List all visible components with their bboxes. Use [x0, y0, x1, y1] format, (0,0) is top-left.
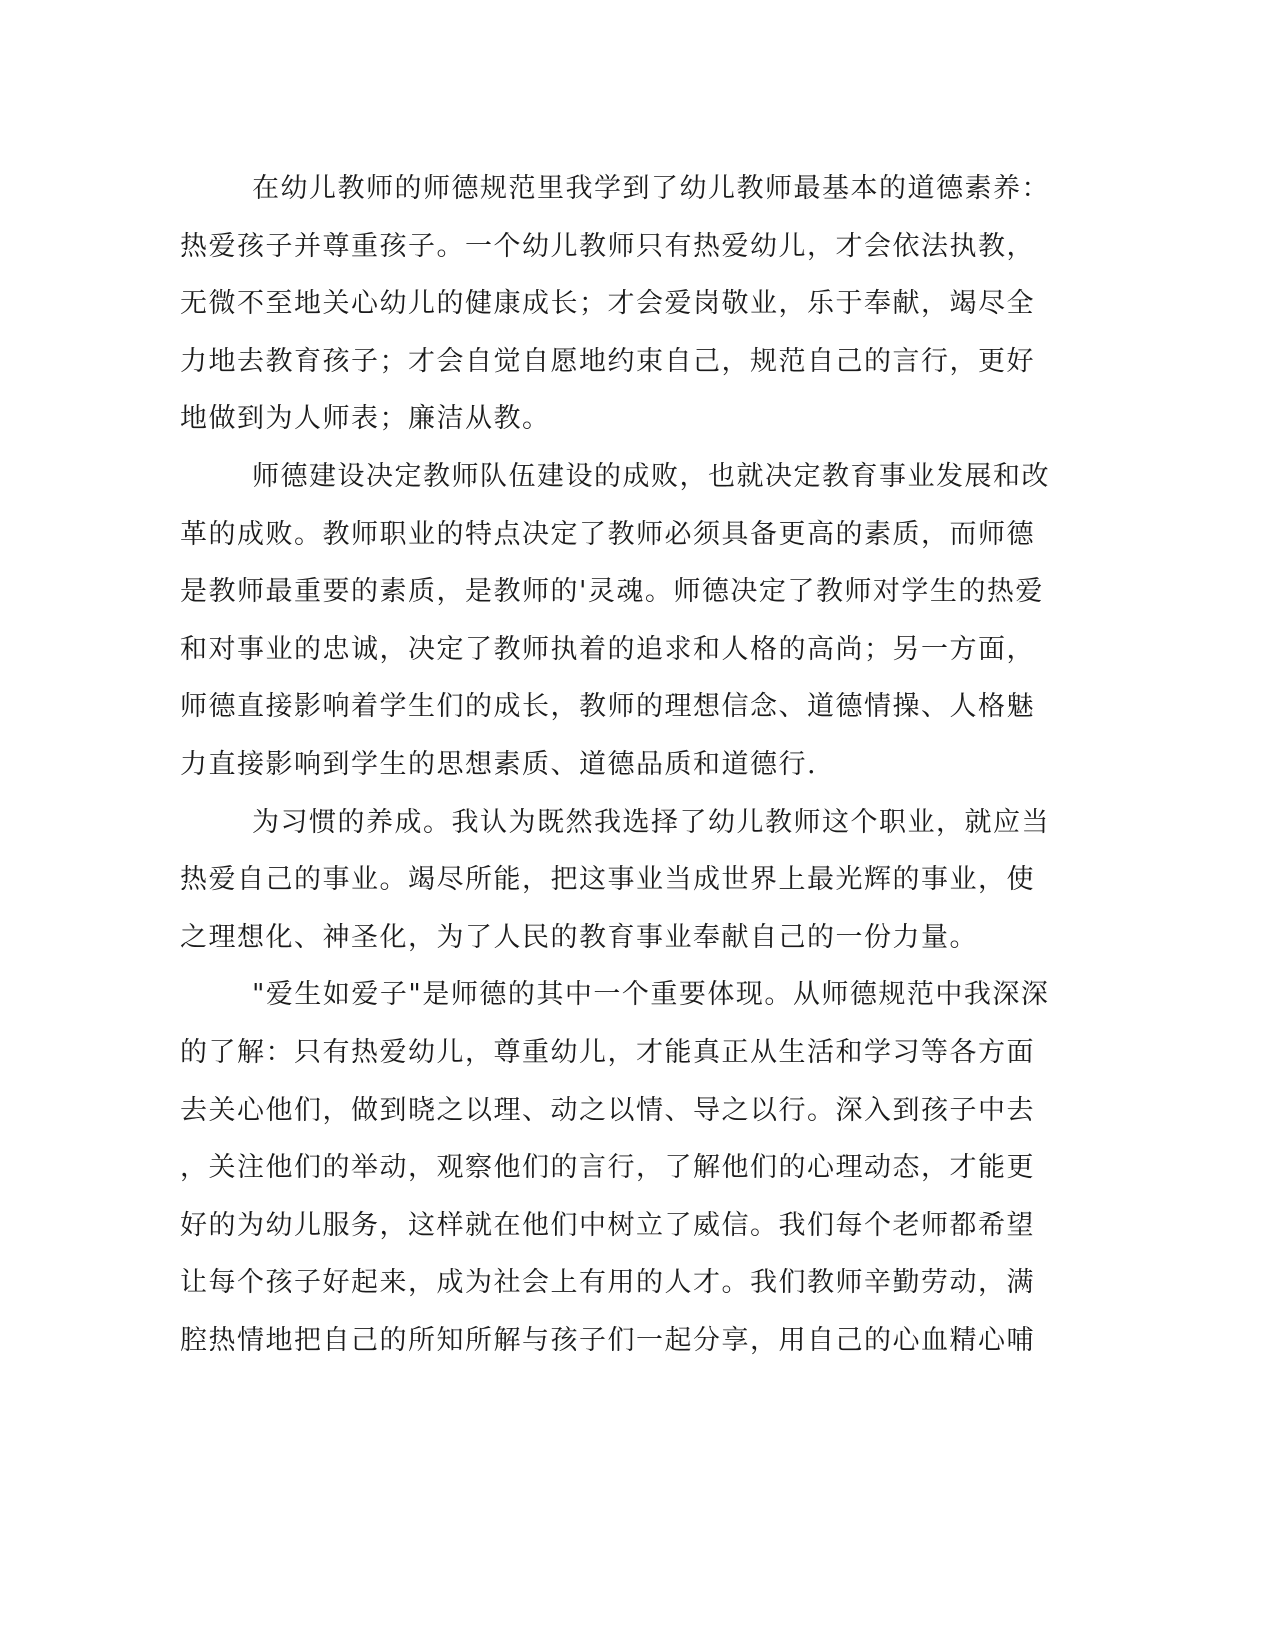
paragraph-1-line-5: 地做到为人师表；廉洁从教。 — [180, 403, 551, 435]
paragraph-2-line-5: 师德直接影响着学生们的成长，教师的理想信念、道德情操、人格魅 — [180, 691, 1035, 723]
paragraph-3-line-1: 为习惯的养成。我认为既然我选择了幼儿教师这个职业，就应当 — [252, 806, 1050, 838]
paragraph-4-line-1: "爱生如爱子"是师德的其中一个重要体现。从师德规范中我深深 — [252, 979, 1050, 1011]
paragraph-3-line-3: 之理想化、神圣化，为了人民的教育事业奉献自己的一份力量。 — [180, 921, 978, 953]
paragraph-4-line-7: 腔热情地把自己的所知所解与孩子们一起分享，用自己的心血精心哺 — [180, 1324, 1035, 1356]
paragraph-4-line-5: 好的为幼儿服务，这样就在他们中树立了威信。我们每个老师都希望 — [180, 1209, 1035, 1241]
paragraph-2-line-1: 师德建设决定教师队伍建设的成败，也就决定教育事业发展和改 — [252, 460, 1050, 492]
paragraph-2-line-2: 革的成败。教师职业的特点决定了教师必须具备更高的素质，而师德 — [180, 518, 1035, 550]
body-text — [180, 160, 1050, 1369]
paragraph-1-line-4: 力地去教育孩子；才会自觉自愿地约束自己，规范自己的言行，更好 — [180, 345, 1035, 377]
paragraph-4-line-6: 让每个孩子好起来，成为社会上有用的人才。我们教师辛勤劳动，满 — [180, 1267, 1035, 1299]
paragraph-4-line-3: 去关心他们，做到晓之以理、动之以情、导之以行。深入到孩子中去 — [180, 1094, 1035, 1126]
paragraph-2-line-3: 是教师最重要的素质，是教师的'灵魂。师德决定了教师对学生的热爱 — [180, 576, 1044, 608]
paragraph-2-line-6: 力直接影响到学生的思想素质、道德品质和道德行. — [180, 748, 818, 780]
paragraph-3-line-2: 热爱自己的事业。竭尽所能，把这事业当成世界上最光辉的事业，使 — [180, 864, 1035, 896]
paragraph-1-line-1: 在幼儿教师的师德规范里我学到了幼儿教师最基本的道德素养： — [252, 173, 1050, 204]
paragraph-4-line-4: ，关注他们的举动，观察他们的言行，了解他们的心理动态，才能更 — [180, 1152, 1035, 1184]
paragraph-2-line-4: 和对事业的忠诚，决定了教师执着的追求和人格的高尚；另一方面， — [180, 633, 1035, 665]
paragraph-4-line-2: 的了解：只有热爱幼儿，尊重幼儿，才能真正从生活和学习等各方面 — [180, 1036, 1035, 1068]
paragraph-1-line-3: 无微不至地关心幼儿的健康成长；才会爱岗敬业，乐于奉献，竭尽全 — [180, 288, 1035, 320]
paragraph-1-line-2: 热爱孩子并尊重孩子。一个幼儿教师只有热爱幼儿，才会依法执教， — [180, 230, 1035, 262]
